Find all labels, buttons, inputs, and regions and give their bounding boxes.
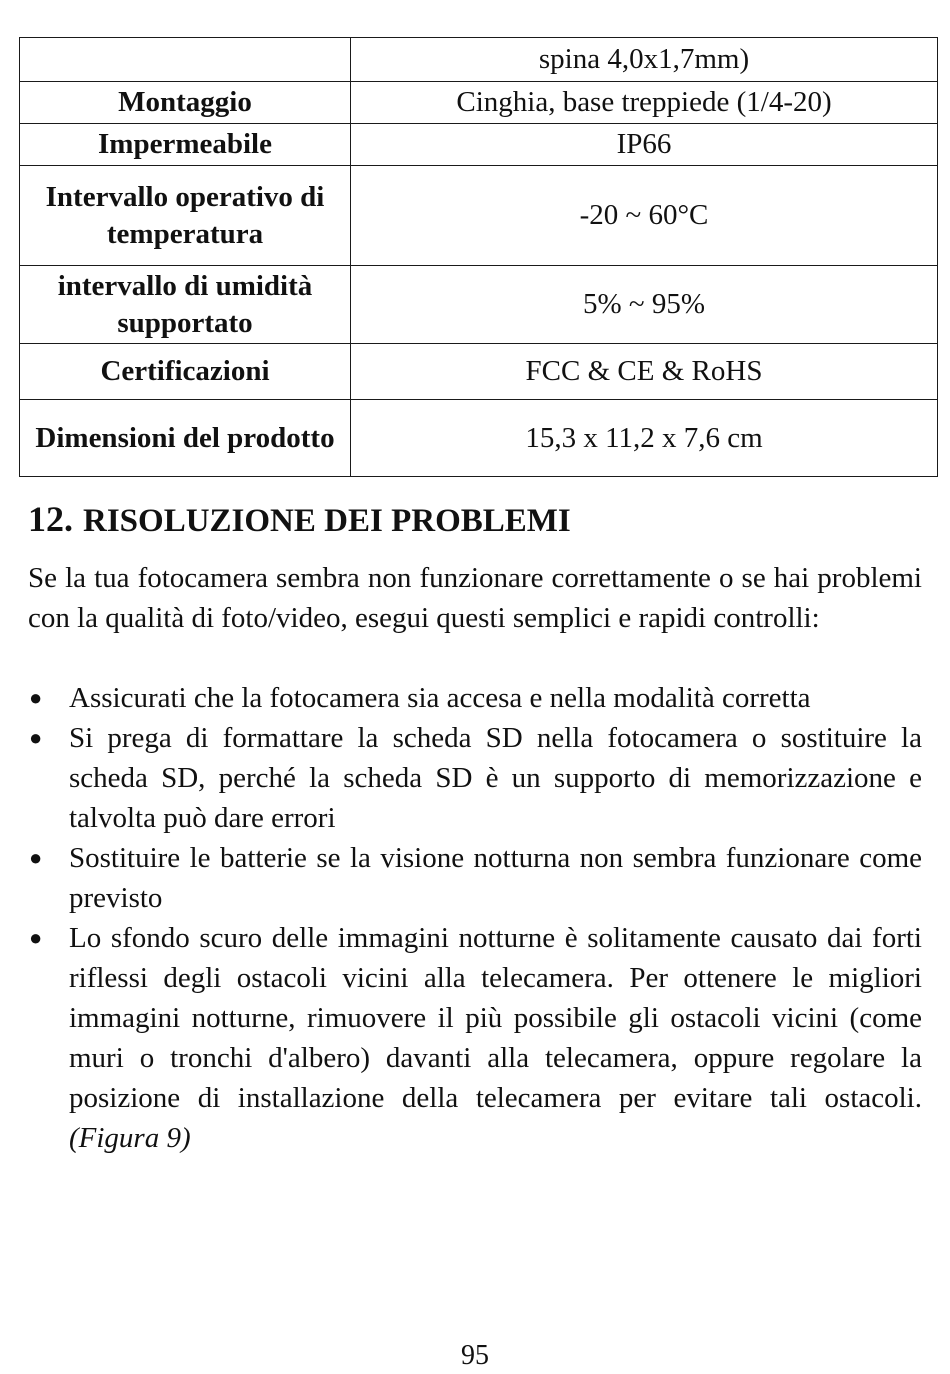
list-item-text: Assicurati che la fotocamera sia accesa e nella modalità corretta: [69, 682, 811, 714]
spec-key: intervallo di umidità supportato: [20, 266, 351, 344]
spec-key: Montaggio: [20, 82, 351, 124]
bullet-icon: ●: [29, 725, 43, 750]
spec-value: -20 ~ 60°C: [351, 166, 938, 266]
intro-paragraph: Se la tua fotocamera sembra non funzionare correttamente o se hai problemi con la qualità di foto/video, esegui questi semplici e rapidi controlli:: [28, 562, 922, 634]
list-item-text: Si prega di formattare la scheda SD nella fotocamera o sostituire la scheda SD, perché la scheda SD è un supporto di memorizzazione e talvolta può dare errori: [69, 722, 922, 834]
spec-key: [20, 38, 351, 82]
spec-key: Impermeabile: [20, 124, 351, 166]
list-item: [28, 838, 922, 918]
table-row: [20, 82, 938, 124]
spec-value: FCC & CE & RoHS: [351, 344, 938, 400]
list-item-text: Sostituire le batterie se la visione notturna non sembra funzionare come previsto: [69, 842, 922, 914]
spec-value: 15,3 x 11,2 x 7,6 cm: [351, 400, 938, 477]
bullet-icon: ●: [29, 685, 43, 710]
spec-key: Certificazioni: [20, 344, 351, 400]
list-item: [28, 678, 922, 718]
spec-value: IP66: [351, 124, 938, 166]
list-item-text: Lo sfondo scuro delle immagini notturne è solitamente causato dai forti riflessi degli ostacoli vicini alla telecamera. Per ottenere le migliori immagini notturne, rimuovere il più possibile gli ostacoli vicini (come muri o tronchi d'albero) davanti alla telecamera, oppure regolare la posizione di installazione della telecamera per evitare tali ostacoli.: [69, 922, 922, 1114]
table-row: [20, 266, 938, 344]
section-title: RISOLUZIONE DEI PROBLEMI: [83, 503, 571, 539]
bullet-icon: ●: [29, 925, 43, 950]
troubleshooting-list: [28, 678, 922, 1158]
table-row: [20, 38, 938, 82]
spec-table: [19, 37, 938, 477]
spec-key: Dimensioni del prodotto: [20, 400, 351, 477]
spec-key: Intervallo operativo di temperatura: [20, 166, 351, 266]
page-number: 95: [461, 1340, 489, 1371]
section-number: 12.: [28, 499, 73, 539]
section-heading: [28, 498, 571, 542]
table-row: [20, 344, 938, 400]
list-item: [28, 918, 922, 1158]
figure-reference: (Figura 9): [69, 1122, 191, 1154]
bullet-icon: ●: [29, 845, 43, 870]
list-item: [28, 718, 922, 838]
table-row: [20, 400, 938, 477]
spec-value: 5% ~ 95%: [351, 266, 938, 344]
table-row: [20, 166, 938, 266]
spec-value: spina 4,0x1,7mm): [351, 38, 938, 82]
table-row: [20, 124, 938, 166]
spec-value: Cinghia, base treppiede (1/4-20): [351, 82, 938, 124]
